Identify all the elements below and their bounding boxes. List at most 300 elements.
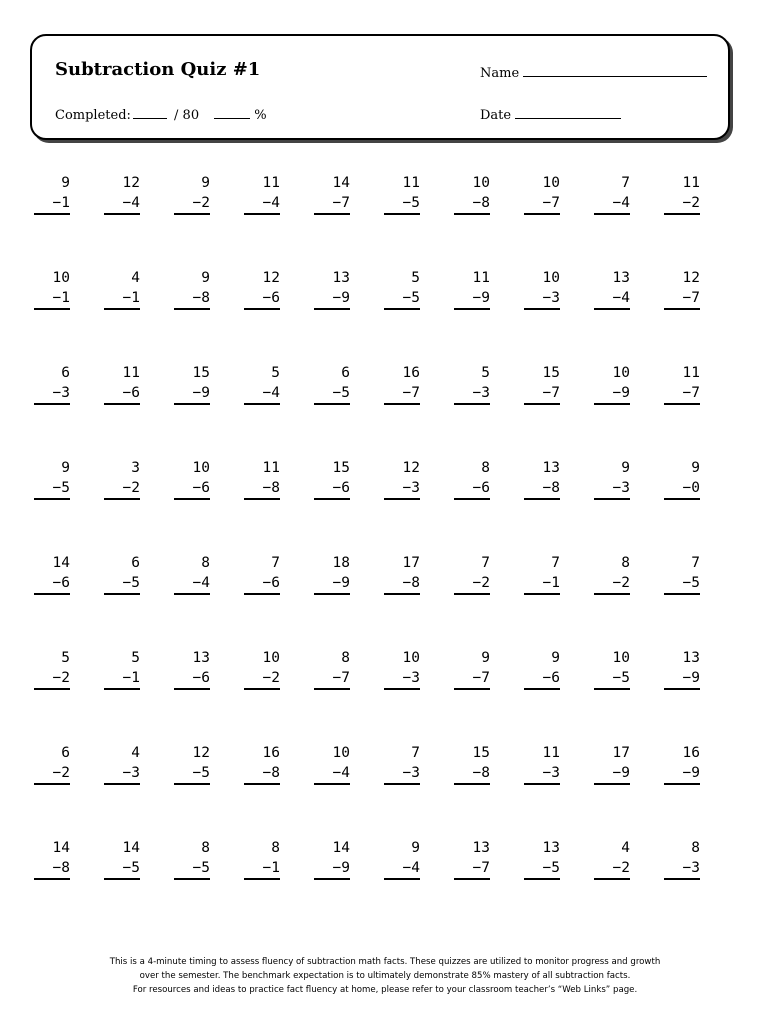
problem [664, 742, 734, 837]
minuend: 17 [612, 745, 630, 761]
minus-sign: − [542, 670, 552, 686]
answer-line [664, 403, 700, 405]
minuend: 13 [192, 650, 210, 666]
minus-sign: − [122, 290, 132, 306]
problem [454, 837, 524, 932]
subtrahend-value: 8 [271, 480, 280, 496]
problem [104, 267, 174, 362]
percent-sign: % [254, 108, 267, 123]
minuend: 10 [52, 270, 70, 286]
subtrahend [34, 384, 70, 402]
subtrahend [244, 384, 280, 402]
minus-sign: − [262, 290, 272, 306]
answer-line [34, 783, 70, 785]
minuend: 7 [691, 555, 700, 571]
minuend: 14 [332, 175, 350, 191]
minuend: 6 [341, 365, 350, 381]
subtrahend-value: 6 [201, 480, 210, 496]
minuend: 9 [61, 460, 70, 476]
answer-line [594, 783, 630, 785]
subtrahend-value: 9 [621, 385, 630, 401]
minuend: 10 [612, 365, 630, 381]
subtrahend [594, 384, 630, 402]
answer-line [174, 688, 210, 690]
subtrahend [174, 384, 210, 402]
subtrahend-value: 8 [271, 765, 280, 781]
date-field[interactable] [515, 106, 621, 119]
subtrahend [174, 764, 210, 782]
answer-line [664, 878, 700, 880]
subtrahend [594, 194, 630, 212]
subtrahend-value: 9 [691, 765, 700, 781]
subtrahend-value: 3 [411, 765, 420, 781]
subtrahend [664, 194, 700, 212]
subtrahend-value: 1 [131, 290, 140, 306]
answer-line [314, 688, 350, 690]
answer-line [664, 498, 700, 500]
minus-sign: − [542, 385, 552, 401]
answer-line [174, 783, 210, 785]
minus-sign: − [402, 195, 412, 211]
minus-sign: − [262, 385, 272, 401]
minuend: 6 [61, 365, 70, 381]
subtrahend-value: 3 [551, 290, 560, 306]
answer-line [244, 783, 280, 785]
problem [594, 837, 664, 932]
problem [174, 742, 244, 837]
minus-sign: − [262, 670, 272, 686]
subtrahend [314, 384, 350, 402]
subtrahend [174, 574, 210, 592]
problem [594, 267, 664, 362]
answer-line [244, 498, 280, 500]
minus-sign: − [52, 290, 62, 306]
answer-line [244, 688, 280, 690]
subtrahend [104, 194, 140, 212]
minuend: 7 [481, 555, 490, 571]
problem [314, 172, 384, 267]
subtrahend [664, 479, 700, 497]
subtrahend-value: 9 [341, 575, 350, 591]
problem [104, 457, 174, 552]
subtrahend-value: 7 [341, 195, 350, 211]
subtrahend [524, 194, 560, 212]
subtrahend [664, 669, 700, 687]
minus-sign: − [472, 195, 482, 211]
subtrahend [174, 479, 210, 497]
subtrahend-value: 5 [131, 575, 140, 591]
minus-sign: − [612, 480, 622, 496]
problem [454, 457, 524, 552]
subtrahend-value: 8 [481, 195, 490, 211]
subtrahend-value: 0 [691, 480, 700, 496]
minuend: 12 [262, 270, 280, 286]
minus-sign: − [192, 860, 202, 876]
problem [104, 647, 174, 742]
minuend: 16 [402, 365, 420, 381]
subtrahend [314, 574, 350, 592]
subtrahend [524, 384, 560, 402]
answer-line [524, 213, 560, 215]
minus-sign: − [542, 860, 552, 876]
problem [664, 552, 734, 647]
footer-note [60, 955, 710, 997]
subtrahend [244, 764, 280, 782]
subtrahend [104, 859, 140, 877]
minus-sign: − [542, 765, 552, 781]
answer-line [244, 878, 280, 880]
minus-sign: − [542, 575, 552, 591]
minuend: 8 [201, 840, 210, 856]
minuend: 9 [61, 175, 70, 191]
subtrahend [104, 289, 140, 307]
problem [34, 172, 104, 267]
subtrahend [34, 194, 70, 212]
minuend: 12 [192, 745, 210, 761]
problem [524, 267, 594, 362]
minus-sign: − [332, 290, 342, 306]
minuend: 9 [621, 460, 630, 476]
subtrahend [174, 194, 210, 212]
minuend: 12 [682, 270, 700, 286]
problem [244, 267, 314, 362]
problem [104, 837, 174, 932]
subtrahend [384, 289, 420, 307]
minuend: 4 [131, 745, 140, 761]
subtrahend [384, 479, 420, 497]
minus-sign: − [262, 860, 272, 876]
minuend: 7 [551, 555, 560, 571]
subtrahend-value: 7 [341, 670, 350, 686]
problem [104, 362, 174, 457]
problem [174, 647, 244, 742]
minus-sign: − [52, 765, 62, 781]
answer-line [664, 308, 700, 310]
subtrahend [384, 669, 420, 687]
subtrahend-value: 6 [271, 575, 280, 591]
answer-line [34, 308, 70, 310]
minuend: 15 [192, 365, 210, 381]
minus-sign: − [472, 670, 482, 686]
minus-sign: − [52, 575, 62, 591]
minus-sign: − [52, 480, 62, 496]
subtrahend [524, 764, 560, 782]
problem [524, 172, 594, 267]
subtrahend-value: 8 [61, 860, 70, 876]
problem [454, 742, 524, 837]
answer-line [174, 403, 210, 405]
subtrahend [594, 574, 630, 592]
answer-line [174, 878, 210, 880]
subtrahend [34, 289, 70, 307]
name-label: Name [480, 66, 520, 81]
name-row [480, 64, 707, 81]
answer-line [454, 878, 490, 880]
subtrahend-value: 4 [341, 765, 350, 781]
minuend: 14 [332, 840, 350, 856]
subtrahend-value: 9 [201, 385, 210, 401]
subtrahend-value: 3 [61, 385, 70, 401]
problem [34, 837, 104, 932]
minuend: 11 [682, 175, 700, 191]
minuend: 14 [52, 840, 70, 856]
subtrahend-value: 7 [411, 385, 420, 401]
answer-line [244, 308, 280, 310]
subtrahend-value: 4 [131, 195, 140, 211]
name-field[interactable] [523, 64, 707, 77]
minuend: 10 [192, 460, 210, 476]
answer-line [664, 213, 700, 215]
subtrahend [174, 289, 210, 307]
minus-sign: − [192, 765, 202, 781]
subtrahend [244, 669, 280, 687]
subtrahend-value: 8 [551, 480, 560, 496]
answer-line [104, 308, 140, 310]
subtrahend [104, 574, 140, 592]
subtrahend-value: 2 [691, 195, 700, 211]
answer-line [664, 783, 700, 785]
subtrahend-value: 1 [551, 575, 560, 591]
subtrahend-value: 2 [61, 670, 70, 686]
answer-line [244, 213, 280, 215]
minuend: 15 [542, 365, 560, 381]
minus-sign: − [332, 480, 342, 496]
minus-sign: − [262, 765, 272, 781]
subtrahend-value: 5 [201, 765, 210, 781]
subtrahend-value: 5 [201, 860, 210, 876]
problem [664, 362, 734, 457]
minus-sign: − [682, 860, 692, 876]
problem [594, 552, 664, 647]
problem [384, 172, 454, 267]
percent-field[interactable] [214, 106, 250, 119]
answer-line [664, 688, 700, 690]
minus-sign: − [682, 670, 692, 686]
problem [314, 647, 384, 742]
minus-sign: − [402, 860, 412, 876]
answer-line [314, 308, 350, 310]
answer-line [524, 403, 560, 405]
subtrahend [454, 384, 490, 402]
minus-sign: − [612, 765, 622, 781]
problem [314, 362, 384, 457]
problem [244, 837, 314, 932]
answer-line [524, 308, 560, 310]
problem [244, 172, 314, 267]
subtrahend [594, 479, 630, 497]
subtrahend [174, 859, 210, 877]
minus-sign: − [52, 860, 62, 876]
answer-line [664, 593, 700, 595]
subtrahend [664, 384, 700, 402]
subtrahend [454, 859, 490, 877]
minuend: 13 [542, 840, 560, 856]
subtrahend [244, 479, 280, 497]
subtrahend [664, 859, 700, 877]
minuend: 18 [332, 555, 350, 571]
minuend: 6 [61, 745, 70, 761]
subtrahend-value: 2 [621, 860, 630, 876]
answer-line [174, 498, 210, 500]
answer-line [314, 593, 350, 595]
subtrahend-value: 8 [411, 575, 420, 591]
minuend: 11 [122, 365, 140, 381]
subtrahend-value: 2 [271, 670, 280, 686]
subtrahend-value: 2 [481, 575, 490, 591]
subtrahend [34, 479, 70, 497]
answer-line [34, 688, 70, 690]
subtrahend-value: 8 [201, 290, 210, 306]
problem [174, 837, 244, 932]
problem [314, 742, 384, 837]
date-row [480, 106, 621, 123]
problem [524, 647, 594, 742]
minus-sign: − [612, 575, 622, 591]
problem [174, 362, 244, 457]
completed-count-field[interactable] [133, 106, 167, 119]
minus-sign: − [402, 290, 412, 306]
minuend: 11 [402, 175, 420, 191]
minus-sign: − [192, 480, 202, 496]
answer-line [34, 403, 70, 405]
subtrahend-value: 6 [61, 575, 70, 591]
minus-sign: − [402, 670, 412, 686]
minus-sign: − [122, 480, 132, 496]
minus-sign: − [612, 860, 622, 876]
minuend: 10 [612, 650, 630, 666]
minuend: 5 [271, 365, 280, 381]
minus-sign: − [332, 195, 342, 211]
subtrahend [34, 574, 70, 592]
minus-sign: − [52, 670, 62, 686]
minuend: 12 [402, 460, 420, 476]
minus-sign: − [402, 765, 412, 781]
minus-sign: − [682, 480, 692, 496]
minuend: 13 [542, 460, 560, 476]
subtrahend [454, 669, 490, 687]
subtrahend [594, 764, 630, 782]
subtrahend [104, 764, 140, 782]
answer-line [34, 498, 70, 500]
problem [244, 552, 314, 647]
subtrahend [594, 669, 630, 687]
problem [34, 267, 104, 362]
minuend: 11 [472, 270, 490, 286]
subtrahend [314, 859, 350, 877]
problem [454, 552, 524, 647]
answer-line [104, 688, 140, 690]
minuend: 8 [481, 460, 490, 476]
minuend: 4 [131, 270, 140, 286]
subtrahend-value: 5 [131, 860, 140, 876]
minus-sign: − [332, 670, 342, 686]
problem [104, 172, 174, 267]
subtrahend-value: 5 [621, 670, 630, 686]
answer-line [244, 403, 280, 405]
minus-sign: − [192, 290, 202, 306]
subtrahend [384, 859, 420, 877]
minus-sign: − [402, 385, 412, 401]
minus-sign: − [542, 195, 552, 211]
minus-sign: − [682, 575, 692, 591]
minuend: 11 [262, 175, 280, 191]
problem [244, 647, 314, 742]
minuend: 12 [122, 175, 140, 191]
minuend: 10 [542, 270, 560, 286]
minus-sign: − [332, 860, 342, 876]
subtrahend-value: 5 [411, 195, 420, 211]
minuend: 6 [131, 555, 140, 571]
subtrahend-value: 7 [551, 195, 560, 211]
subtrahend-value: 7 [481, 670, 490, 686]
subtrahend [34, 764, 70, 782]
subtrahend-value: 3 [411, 670, 420, 686]
minuend: 8 [201, 555, 210, 571]
minus-sign: − [332, 385, 342, 401]
minuend: 4 [621, 840, 630, 856]
minuend: 15 [472, 745, 490, 761]
subtrahend [594, 289, 630, 307]
subtrahend [454, 194, 490, 212]
minus-sign: − [192, 195, 202, 211]
problem [34, 647, 104, 742]
problem [384, 647, 454, 742]
completed-total: / 80 [174, 108, 200, 123]
answer-line [454, 593, 490, 595]
subtrahend-value: 3 [621, 480, 630, 496]
minus-sign: − [472, 480, 482, 496]
problem [34, 457, 104, 552]
subtrahend [664, 764, 700, 782]
answer-line [314, 213, 350, 215]
minuend: 7 [411, 745, 420, 761]
subtrahend-value: 1 [271, 860, 280, 876]
subtrahend-value: 9 [341, 290, 350, 306]
problem [244, 362, 314, 457]
minus-sign: − [472, 860, 482, 876]
minus-sign: − [52, 385, 62, 401]
minuend: 7 [271, 555, 280, 571]
subtrahend [454, 289, 490, 307]
subtrahend [104, 479, 140, 497]
minuend: 5 [61, 650, 70, 666]
subtrahend [314, 669, 350, 687]
answer-line [174, 308, 210, 310]
subtrahend-value: 9 [341, 860, 350, 876]
subtrahend [104, 669, 140, 687]
problem [244, 457, 314, 552]
subtrahend-value: 8 [481, 765, 490, 781]
answer-line [524, 688, 560, 690]
subtrahend [104, 384, 140, 402]
completed-label: Completed: [55, 108, 131, 123]
answer-line [524, 783, 560, 785]
subtrahend [174, 669, 210, 687]
minuend: 10 [402, 650, 420, 666]
subtrahend [454, 764, 490, 782]
subtrahend [524, 859, 560, 877]
minuend: 11 [262, 460, 280, 476]
subtrahend-value: 7 [551, 385, 560, 401]
quiz-title: Subtraction Quiz #1 [55, 59, 261, 80]
subtrahend-value: 6 [131, 385, 140, 401]
answer-line [594, 878, 630, 880]
minuend: 16 [682, 745, 700, 761]
problem [664, 837, 734, 932]
problem [314, 552, 384, 647]
answer-line [174, 593, 210, 595]
minus-sign: − [192, 385, 202, 401]
